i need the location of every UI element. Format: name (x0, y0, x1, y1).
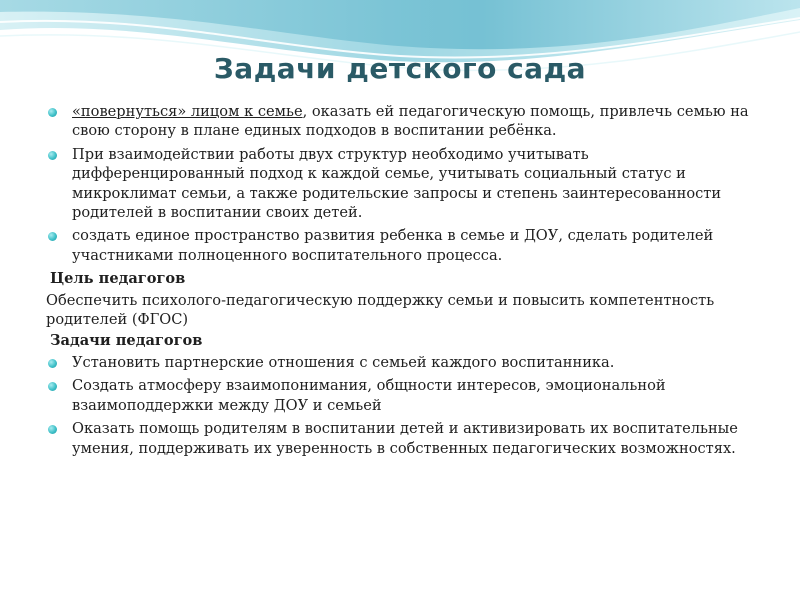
goal-text: Обеспечить психолого-педагогическую поддержку семьи и повысить компетентность родителей (ФГОС) (46, 291, 715, 329)
slide-content (46, 102, 756, 462)
teacher-task-item (46, 353, 756, 372)
bullet-icon (48, 232, 57, 241)
teacher-task-text: Оказать помощь родителям в воспитании детей и активизировать их воспитательные умения, поддерживать их уверенность в собственных педагогических возможностях. (72, 420, 738, 457)
goal-heading: Цель педагогов (50, 270, 186, 288)
teacher-task-item (46, 376, 756, 415)
kindergarten-task-item (46, 102, 756, 141)
task-text: создать единое пространство развития ребенка в семье и ДОУ, сделать родителей участниками полноценного воспитательного процесса. (72, 227, 714, 264)
kindergarten-task-item (46, 226, 756, 265)
bullet-icon (48, 151, 57, 160)
teacher-task-item (46, 419, 756, 458)
task-text: При взаимодействии работы двух структур необходимо учитывать дифференцированный подход к каждой семье, учитывать социальный статус и микроклимат семьи, а также родительские запросы и степень заинтересованности родителей в воспитании своих детей. (72, 145, 722, 222)
teacher-task-text: Создать атмосферу взаимопонимания, общности интересов, эмоциональной взаимоподдержки между ДОУ и семьей (72, 377, 666, 414)
bullet-icon (48, 382, 57, 391)
bullet-icon (48, 359, 57, 368)
teacher-tasks-heading: Задачи педагогов (50, 332, 203, 350)
bullet-icon (48, 425, 57, 434)
kindergarten-task-item (46, 145, 756, 223)
teacher-task-text: Установить партнерские отношения с семьей каждого воспитанника. (72, 353, 615, 371)
task-underlined-phrase: «повернуться» лицом к семье (72, 103, 303, 120)
task-text: , оказать ей педагогическую помощь, привлечь семью на свою сторону в плане единых подходов в воспитании ребёнка. (72, 103, 749, 140)
bullet-icon (48, 108, 57, 117)
slide-title: Задачи детского сада (213, 52, 587, 85)
